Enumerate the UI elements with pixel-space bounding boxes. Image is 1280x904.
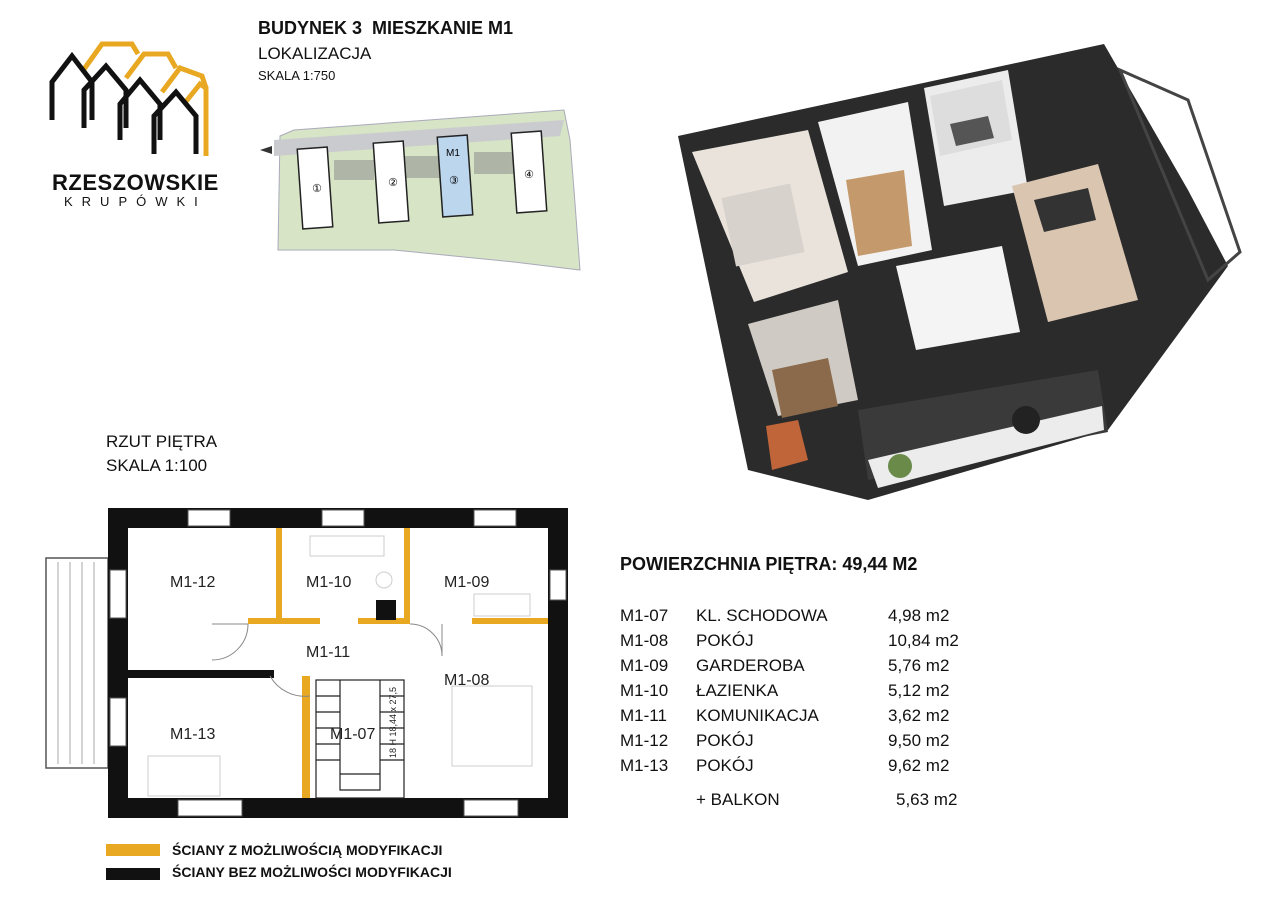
site-scale: SKALA 1:750 [258, 68, 336, 83]
brand-subname: KRUPÓWKI [64, 194, 207, 209]
room-label-m1-10: M1-10 [306, 574, 352, 591]
area-name: POKÓJ [696, 756, 754, 775]
area-code: M1-10 [620, 681, 669, 700]
legend-swatch-modifiable [106, 844, 160, 856]
area-name: KOMUNIKACJA [696, 706, 819, 725]
area-value: 5,76 m2 [888, 656, 950, 675]
apartment-3d-render [668, 40, 1258, 510]
room-label-m1-13: M1-13 [170, 726, 216, 743]
floor-plan [40, 500, 580, 830]
legend-swatch-fixed [106, 868, 160, 880]
site-building-4: ④ [524, 168, 534, 181]
area-code: M1-12 [620, 731, 669, 750]
room-label-m1-11: M1-11 [306, 644, 351, 661]
area-code: M1-09 [620, 656, 669, 675]
site-building-1: ① [312, 182, 322, 195]
area-value: 9,50 m2 [888, 731, 950, 750]
area-value: 4,98 m2 [888, 606, 950, 625]
brand-logo [44, 28, 214, 168]
site-plan [254, 100, 584, 280]
room-label-m1-09: M1-09 [444, 574, 490, 591]
stair-note: 18 H 18,44 x 27,5 [388, 686, 398, 758]
area-name: POKÓJ [696, 631, 754, 650]
site-building-3: ③ [449, 174, 459, 187]
area-value: 3,62 m2 [888, 706, 950, 725]
area-code: M1-13 [620, 756, 669, 775]
page-title: BUDYNEK 3 MIESZKANIE M1 [258, 18, 514, 38]
area-value: 5,12 m2 [888, 681, 950, 700]
area-name: KL. SCHODOWA [696, 606, 828, 625]
area-value: 10,84 m2 [888, 631, 959, 650]
area-value: 5,63 m2 [896, 790, 958, 809]
legend-modifiable: ŚCIANY Z MOŻLIWOŚCIĄ MODYFIKACJI [172, 842, 443, 858]
page-subtitle: LOKALIZACJA [258, 44, 372, 63]
site-highlight-label: M1 [446, 148, 460, 159]
room-label-m1-08: M1-08 [444, 672, 490, 689]
site-building-2: ② [388, 176, 398, 189]
area-code: M1-11 [620, 706, 667, 725]
area-title: POWIERZCHNIA PIĘTRA: 49,44 M2 [620, 554, 918, 574]
area-name: GARDEROBA [696, 656, 805, 675]
room-label-m1-12: M1-12 [170, 574, 216, 591]
legend-fixed: ŚCIANY BEZ MOŻLIWOŚCI MODYFIKACJI [172, 864, 452, 880]
area-code: M1-07 [620, 606, 669, 625]
area-name: POKÓJ [696, 731, 754, 750]
area-name: + BALKON [696, 790, 780, 809]
floor-plan-scale: SKALA 1:100 [106, 456, 208, 475]
area-value: 9,62 m2 [888, 756, 950, 775]
area-code: M1-08 [620, 631, 669, 650]
brand-name: RZESZOWSKIE [52, 170, 219, 195]
floor-plan-title: RZUT PIĘTRA [106, 432, 218, 451]
area-name: ŁAZIENKA [696, 681, 779, 700]
room-label-m1-07: M1-07 [330, 726, 376, 743]
